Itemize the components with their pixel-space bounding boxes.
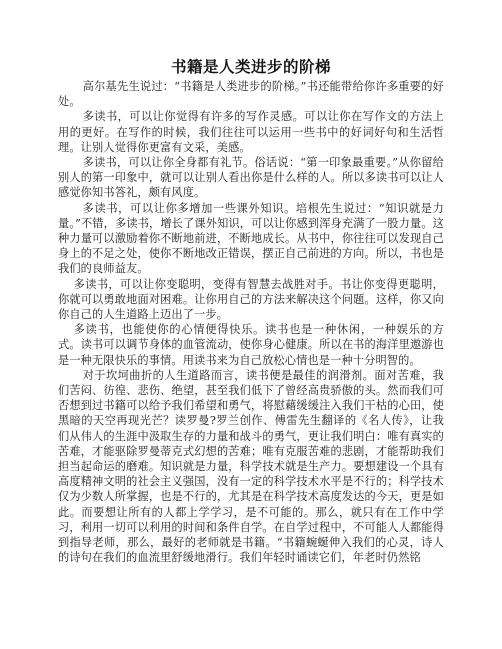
document-body <box>58 79 444 566</box>
paragraph-intro: 高尔基先生说过：“书籍是人类进步的阶梯。”书还能带给你许多重要的好处。 <box>58 80 444 109</box>
paragraph-wisdom: 多读书，可以让你变聪明，变得有智慧去战胜对手。书让你变得更聪明，你就可以勇敢地面对困难。让你用自己的方法来解决这个问题。这样，你又向你自己的人生道路上迈出了一步。 <box>58 277 444 322</box>
paragraph-life-road: 对于坎坷曲折的人生道路而言，读书便是最佳的润滑剂。面对苦难，我们苦闷、彷徨、悲伤、绝望，甚至我们低下了曾经高贵骄傲的头。然而我们可否想到过书籍可以给予我们希望和勇气，将慰藉缓缓注入我们干枯的心田，使黑暗的天空再现光芒？读罗曼?罗兰创作、傅雷先生翻译的《名人传》，让我们从伟人的生涯中汲取生存的力量和战斗的勇气，更让我们明白：唯有真实的苦难，才能驱除罗曼蒂克式幻想的苦难；唯有克服苦难的悲剧，才能帮助我们担当起命运的磨难。知识就是力量，科学技术就是生产力。要想建设一个具有高度精神文明的社会主义强国，没有一定的科学技术水平是不行的；科学技术仅为少数人所掌握，也是不行的，尤其是在科学技术高度发达的今天，更是如此。而要想让所有的人都上学学习，是不可能的。那么，就只有在工作中学习，利用一切可以利用的时间和条件自学。在自学过程中，不可能人人都能得到指导老师，那么，最好的老师就是书籍。“书籍蜿蜒伸入我们的心灵，诗人的诗句在我们的血流里舒缓地滑行。我们年轻时诵读它们，年老时仍然铭 <box>58 368 444 565</box>
paragraph-writing: 多读书，可以让你觉得有许多的写作灵感。可以让你在写作文的方法上用的更好。在写作的时候，我们往往可以运用一些书中的好词好句和生活哲理。让别人觉得你更富有文采，美感。 <box>58 110 444 154</box>
paragraph-knowledge: 多读书，可以让你多增加一些课外知识。培根先生说过：“知识就是力量。”不错，多读书，增长了课外知识，可以让你感到浑身充满了一股力量。这种力量可以激励着你不断地前进，不断地成长。从书中，你往往可以发现自己身上的不足之处，使你不断地改正错误，摆正自己前进的方向。所以，书也是我们的良师益友。 <box>58 201 444 276</box>
paragraph-happiness: 多读书，也能使你的心情便得快乐。读书也是一种休闲，一种娱乐的方式。读书可以调节身体的血管流动，使你身心健康。所以在书的海洋里遨游也是一种无限快乐的事情。用读书来为自己放松心情也是一种十分明智的。 <box>58 323 444 367</box>
paragraph-manners: 多读书，可以让你全身都有礼节。俗话说：“第一印象最重要。”从你留给别人的第一印象中，就可以让别人看出你是什么样的人。所以多读书可以让人感觉你知书答礼，颇有风度。 <box>58 156 444 200</box>
document-title: 书籍是人类进步的阶梯 <box>170 57 331 76</box>
